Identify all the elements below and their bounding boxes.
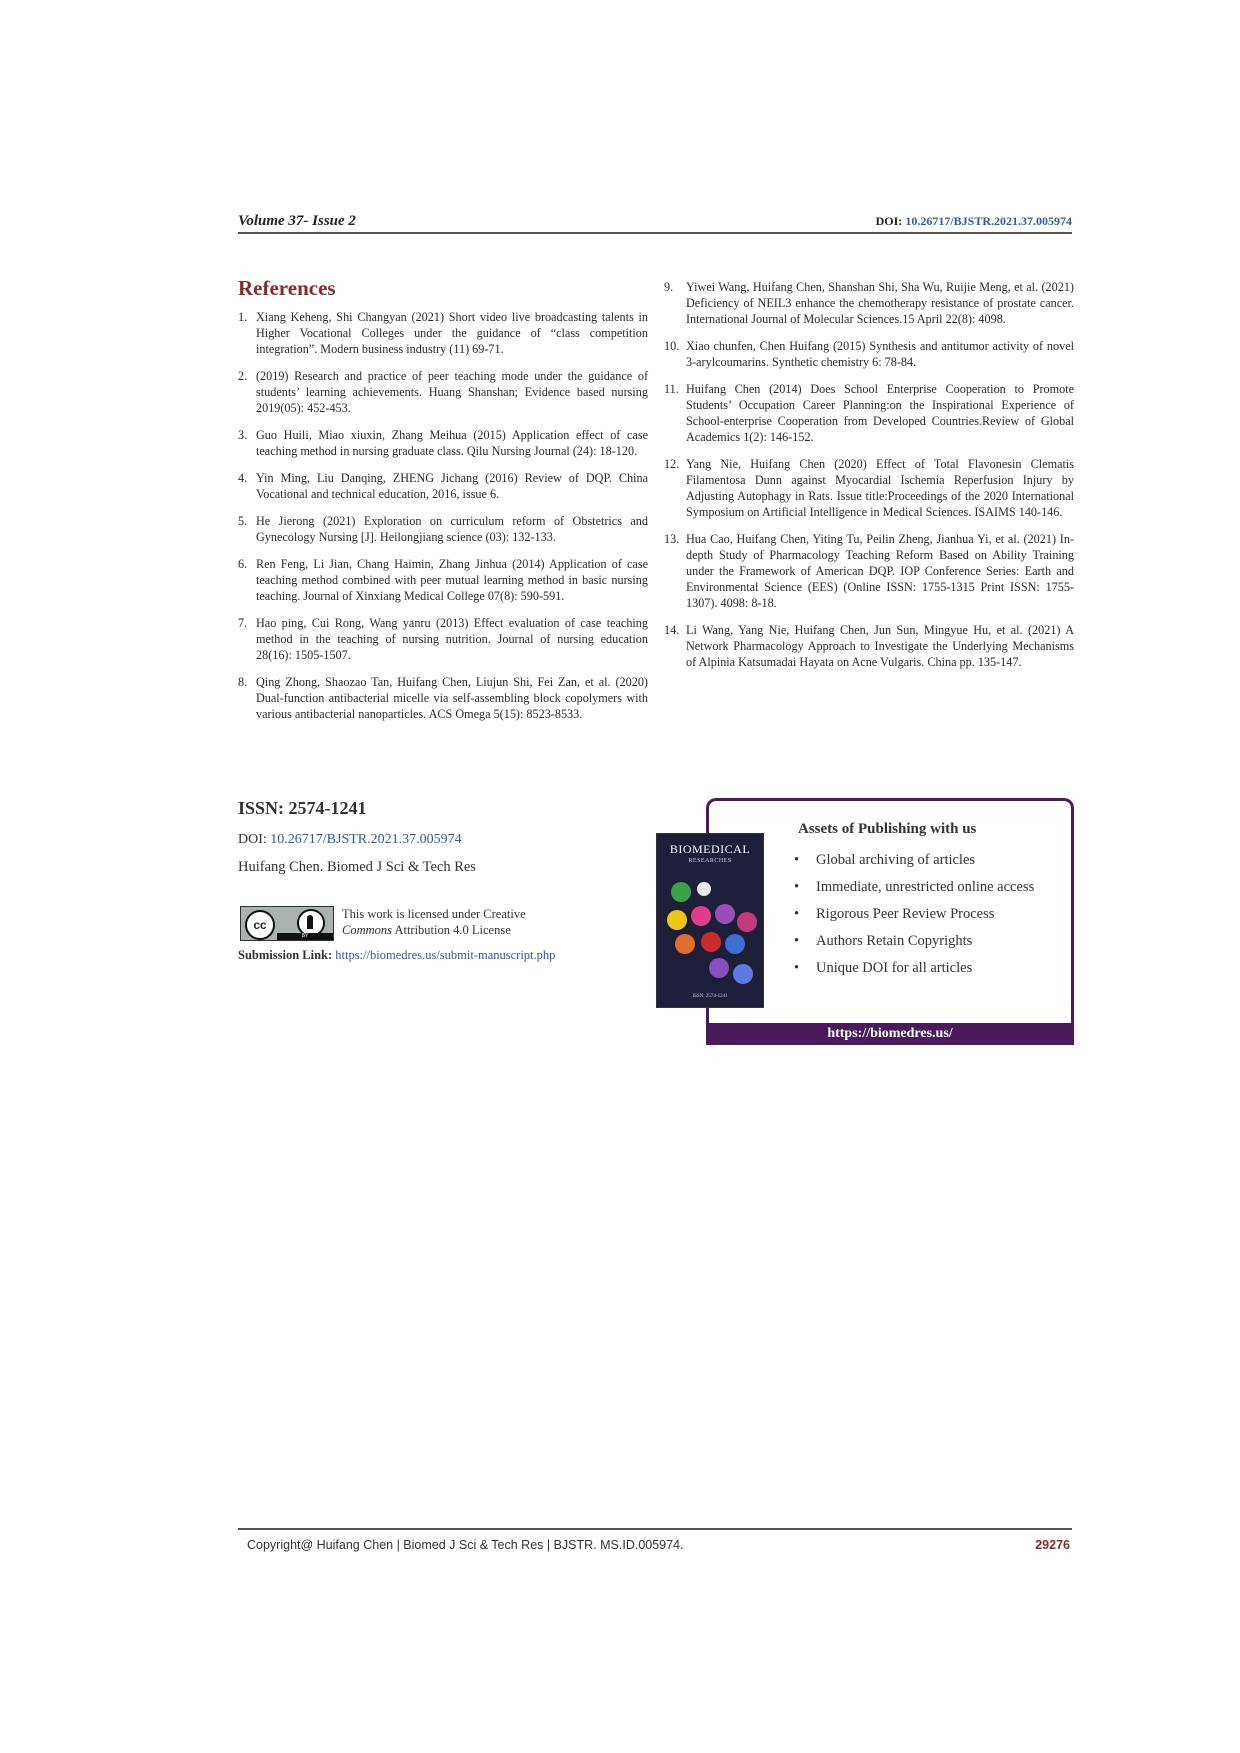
cover-icon — [697, 882, 711, 896]
promo-title: Assets of Publishing with us — [798, 821, 977, 837]
references-left-column — [238, 309, 648, 733]
promo-benefit: • Immediate, unrestricted online access — [790, 877, 1034, 904]
author-citation: Huifang Chen. Biomed J Sci & Tech Res — [238, 859, 476, 875]
footer-rule — [238, 1528, 1072, 1530]
page-number: 29276 — [1035, 1538, 1070, 1552]
reference-item: 3. Guo Huili, Miao xiuxin, Zhang Meihua (2015) Application effect of case teaching method in nursing graduate class. Qilu Nursing Journal (24): 18-120. — [238, 428, 648, 458]
reference-item: 1. Xiang Keheng, Shi Changyan (2021) Short video live broadcasting talents in Higher Vocational Colleges under the guidance of “class competition integration”. Modern business industry (11) 69-71. — [238, 310, 648, 356]
reference-list-right — [664, 279, 1074, 670]
reference-item: 6. Ren Feng, Li Jian, Chang Haimin, Zhang Jinhua (2014) Application of case teaching method combined with peer mutual learning method in basic nursing teaching. Journal of Xinxiang Medical College 07(8): 590-591. — [238, 557, 648, 603]
by-label: BY — [277, 933, 333, 940]
header-doi-link[interactable]: 10.26717/BJSTR.2021.37.005974 — [905, 214, 1072, 228]
article-doi — [238, 832, 462, 848]
reference-item: 5. He Jierong (2021) Exploration on curriculum reform of Obstetrics and Gynecology Nursing [J]. Heilongjiang science (03): 132-133. — [238, 514, 648, 544]
cc-by-license-badge[interactable] — [240, 906, 334, 941]
reference-item: 8. Qing Zhong, Shaozao Tan, Huifang Chen, Liujun Shi, Fei Zan, et al. (2020) Dual-function antibacterial micelle via self-assembling block copolymers with various antibacterial nanoparticles. ACS Omega 5(15): 8523-8533. — [238, 675, 648, 721]
cover-issn: ISSN: 2574-1241 — [692, 994, 728, 999]
cover-icon — [701, 932, 721, 952]
cover-title: BIOMEDICAL — [669, 842, 751, 856]
license-line-2: Commons Attribution 4.0 License — [342, 923, 511, 937]
reference-item: 11. Huifang Chen (2014) Does School Enterprise Cooperation to Promote Students’ Occupation Career Planning:on the Inspirational Experience of School-enterprise Cooperation from Developed Countries.Review of Global Academics 1(2): 146-152. — [664, 382, 1074, 444]
cover-icon — [671, 882, 691, 902]
cover-icon — [737, 912, 757, 932]
reference-item: 12. Yang Nie, Huifang Chen (2020) Effect of Total Flavonesin Clematis Filamentosa Dunn against Myocardial Ischemia Reperfusion Injury by Adjusting Autophagy in Rats. Issue title:Proceedings of the 2020 International Symposium on Artificial Intelligence in Medical Sciences. ISAIMS 140-146. — [664, 457, 1074, 519]
cover-subtitle: RESEARCHES — [688, 858, 732, 864]
issn: ISSN: 2574-1241 — [238, 798, 367, 818]
license-text — [342, 906, 562, 938]
reference-list-left — [238, 309, 648, 722]
footer-copyright: Copyright@ Huifang Chen | Biomed J Sci & Tech Res | BJSTR. MS.ID.005974. — [247, 1538, 684, 1552]
submission-label: Submission Link: — [238, 948, 333, 962]
reference-item: 2. (2019) Research and practice of peer teaching mode under the guidance of students’ learning achievements. Huang Shanshan; Evidence based nursing 2019(05): 452-453. — [238, 369, 648, 415]
reference-item: 13. Hua Cao, Huifang Chen, Yiting Tu, Peilin Zheng, Jianhua Yi, et al. (2021) In-depth Study of Pharmacology Teaching Reform Based on Ability Training under the Framework of American DQP. IOP Conference Series: Earth and Environmental Science (EES) (Online ISSN: 1755-1315 Print ISSN: 1755-1307). 4098: 8-18. — [664, 532, 1074, 610]
reference-item: 14. Li Wang, Yang Nie, Huifang Chen, Jun Sun, Mingyue Hu, et al. (2021) A Network Pharmacology Approach to Investigate the Underlying Mechanisms of Alpinia Katsumadai Hayata on Acne Vulgaris. China pp. 135-147. — [664, 623, 1074, 669]
submission-link — [238, 948, 555, 963]
journal-cover-image — [656, 833, 764, 1008]
references-title: References — [238, 276, 336, 300]
submission-url[interactable]: https://biomedres.us/submit-manuscript.php — [335, 948, 556, 962]
cover-icon — [691, 906, 711, 926]
cover-icon — [733, 964, 753, 984]
reference-item: 7. Hao ping, Cui Rong, Wang yanru (2013) Effect evaluation of case teaching method in the teaching of nursing nutrition. Journal of nursing education 28(16): 1505-1507. — [238, 616, 648, 662]
doi-link[interactable]: 10.26717/BJSTR.2021.37.005974 — [270, 832, 462, 847]
promo-benefit: • Unique DOI for all articles — [790, 958, 1034, 985]
cc-icon: cc — [245, 910, 275, 940]
cover-icon — [667, 910, 687, 930]
doi-label: DOI: — [238, 832, 267, 847]
promo-benefits-list — [790, 850, 1034, 985]
promo-benefit: • Global archiving of articles — [790, 850, 1034, 877]
promo-benefit: • Authors Retain Copyrights — [790, 931, 1034, 958]
reference-item: 9. Yiwei Wang, Huifang Chen, Shanshan Shi, Sha Wu, Ruijie Meng, et al. (2021) Deficiency of NEIL3 enhance the chemotherapy resistance of prostate cancer. International Journal of Molecular Sciences.15 April 22(8): 4098. — [664, 280, 1074, 326]
license-line-1: This work is licensed under Creative — [342, 907, 526, 921]
volume-issue: Volume 37- Issue 2 — [238, 213, 356, 229]
promo-benefit: • Rigorous Peer Review Process — [790, 904, 1034, 931]
cover-icon — [675, 934, 695, 954]
cover-icon — [725, 934, 745, 954]
cover-icon — [715, 904, 735, 924]
header-doi — [876, 214, 1072, 229]
references-right-column — [664, 279, 1074, 681]
cover-icon — [709, 958, 729, 978]
reference-item: 10. Xiao chunfen, Chen Huifang (2015) Synthesis and antitumor activity of novel 3-arylcoumarins. Synthetic chemistry 6: 78-84. — [664, 339, 1074, 369]
header-doi-label: DOI: — [875, 214, 903, 228]
reference-item: 4. Yin Ming, Liu Danqing, ZHENG Jichang (2016) Review of DQP. China Vocational and technical education, 2016, issue 6. — [238, 471, 648, 501]
header-rule — [238, 232, 1072, 234]
promo-url-bar[interactable] — [706, 1023, 1074, 1045]
promo-url[interactable]: https://biomedres.us/ — [827, 1026, 953, 1041]
